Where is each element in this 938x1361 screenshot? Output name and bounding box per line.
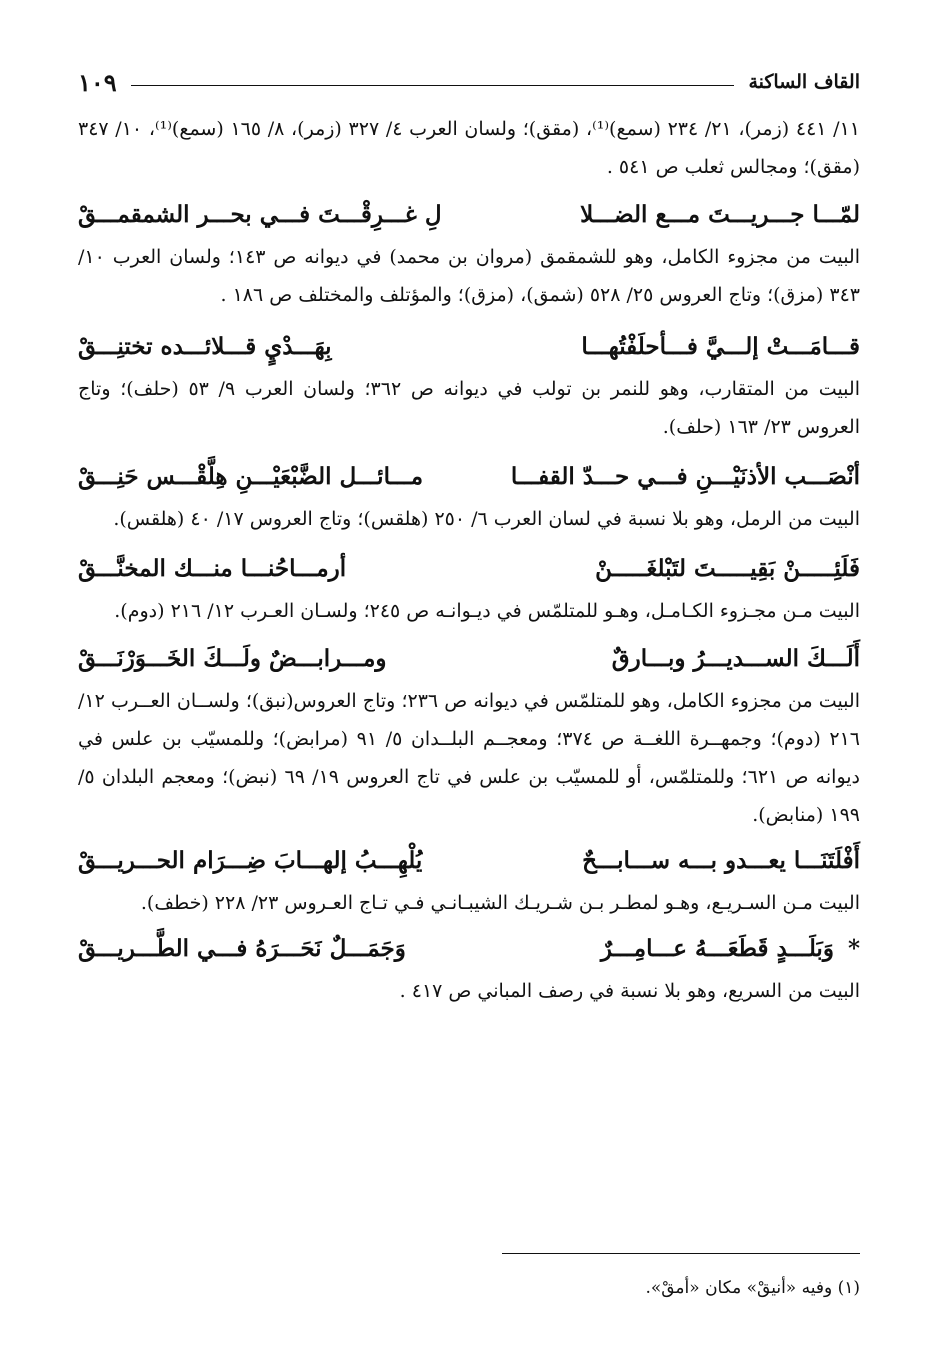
entry (78, 190, 860, 314)
verse-first-hemistich: أَلَـــكَ الســـديـــرُ وبـــارقٌ (611, 644, 860, 672)
verse-second-hemistich: لِ غـــرِقْـــتَ فـــي بحـــر الشمقمـــقْ (78, 200, 442, 228)
verse-description: البيت مـن مجـزوء الكـامـل، وهـو للمتلمّس في ديـوانـه ص ٢٤٥؛ ولسـان العـرب ١٢/ ٢١٦ (دوم). (114, 600, 860, 622)
verse-description: البيت من المتقارب، وهو للنمر بن تولب في ديوانه ص ٣٦٢؛ ولسان العرب ٩/ ٥٣ (حلف)؛ وتاج العروس ٢٣/ ١٦٣ (حلف). (78, 378, 860, 438)
verse-line (78, 924, 860, 972)
verse-second-hemistich: أرمـــاحُنـــا منـــك المخنَّـــقْ (78, 554, 347, 582)
verse-second-hemistich: وَجَمَـــلٌ نَحَـــرَهُ فـــي الطَّـــريـــقْ (78, 934, 406, 962)
verse-line (78, 836, 860, 884)
verse-first-hemistich: أَفْلَتَنَـــا يعـــدو بـــه ســـابـــحٌ (582, 846, 860, 874)
entry (78, 924, 860, 1010)
entry (78, 634, 860, 834)
running-header (78, 60, 860, 104)
page-number: ١٠٩ (78, 67, 117, 97)
page-body (78, 60, 860, 1010)
header-rule (131, 85, 735, 86)
verse-first-hemistich: لمّـــا جـــريـــتَ مـــع الضـــلا (580, 200, 860, 228)
verse-description: البيت من الرمل، وهو بلا نسبة في لسان العرب ٦/ ٢٥٠ (هلقس)؛ وتاج العروس ١٧/ ٤٠ (هلقس). (113, 508, 860, 530)
verse-first-hemistich (601, 935, 860, 962)
section-title: القاف الساكنة (748, 71, 860, 93)
verse-line (78, 452, 860, 500)
verse-line (78, 544, 860, 592)
verse-description: البيت من مجزوء الكامل، وهو للمتلمّس في ديوانه ص ٢٣٦؛ وتاج العروس(نبق)؛ ولســان العــرب ١٢/ ٢١٦ (دوم)؛ وجمهــرة اللغــة ص ٣٧٤؛ ومعجــم البلــدان ٥/ ٩١ (مرابض)؛ وللمسيّب بن علس في ديوانه ص ٦٢١؛ وللمتلمّس، أو للمسيّب بن علس في تاج العروس ١٩/ ٦٩ (نبض)؛ ومعجم البلدان ٥/ ١٩٩ (منابض). (78, 690, 861, 826)
entry (78, 544, 860, 630)
entry (78, 836, 860, 922)
entry (78, 452, 860, 538)
footnote: (١) وفيه «أنيقْ» مكان «أمقْ». (645, 1278, 860, 1298)
hemistich-text: وَبَلَـــدٍ قَطَعَـــهُ عـــامِـــرٌ (600, 934, 834, 962)
asterisk-marker: * (847, 934, 860, 962)
verse-second-hemistich: يُلْهِـــبُ إلهـــابَ ضِـــرَام الحـــريـــقْ (78, 846, 423, 874)
verse-first-hemistich: قـــامَـــتْ إلـــيَّ فـــأحلَفْتُهـــا (581, 332, 860, 360)
intro-paragraph: ١١/ ٤٤١ (زمر)، ٢١/ ٢٣٤ (سمع)⁽¹⁾، (مقق)؛ ولسان العرب ٤/ ٣٢٧ (زمر)، ٨/ ١٦٥ (سمع)⁽¹⁾، ١٠/ ٣٤٧ (مقق)؛ ومجالس ثعلب ص ٥٤١ . (78, 118, 860, 178)
verse-line (78, 190, 860, 238)
verse-description: البيت مـن السـريـع، وهـو لمطـر بـن شـريـك الشيبـانـي فـي تـاج العـروس ٢٣/ ٢٢٨ (خطف). (140, 892, 860, 914)
footnote-separator (502, 1253, 860, 1254)
verse-second-hemistich: مـــائـــل الضَّبْعَيْـــنِ هِلَّقْـــس حَنِـــقْ (78, 462, 424, 490)
verse-description: البيت من السريع، وهو بلا نسبة في رصف المباني ص ٤١٧ . (399, 980, 860, 1002)
verse-second-hemistich: ومـــرابـــضٌ ولَـــكَ الخَـــوَرْنَـــقْ (78, 644, 387, 672)
verse-line (78, 634, 860, 682)
verse-description: البيت من مجزوء الكامل، وهو للشمقمق (مروان بن محمد) في ديوانه ص ١٤٣؛ ولسان العرب ١٠/ ٣٤٣ (مزق)؛ وتاج العروس ٢٥/ ٥٢٨ (شمق)، (مزق)؛ والمؤتلف والمختلف ص ١٨٦ . (78, 246, 861, 306)
verse-first-hemistich: فَلَئِـــــنْ بَقِيـــــتَ لتَبْلغَـــــنْ (595, 554, 860, 582)
verse-line (78, 322, 860, 370)
verse-second-hemistich: بِهَـــدْيٍ قـــلائـــده تختنِـــقْ (78, 332, 332, 360)
entry (78, 322, 860, 446)
verse-first-hemistich: أنْصَـــب الأذنَيْـــنِ فـــي حـــدّ القفـــا (510, 462, 860, 490)
